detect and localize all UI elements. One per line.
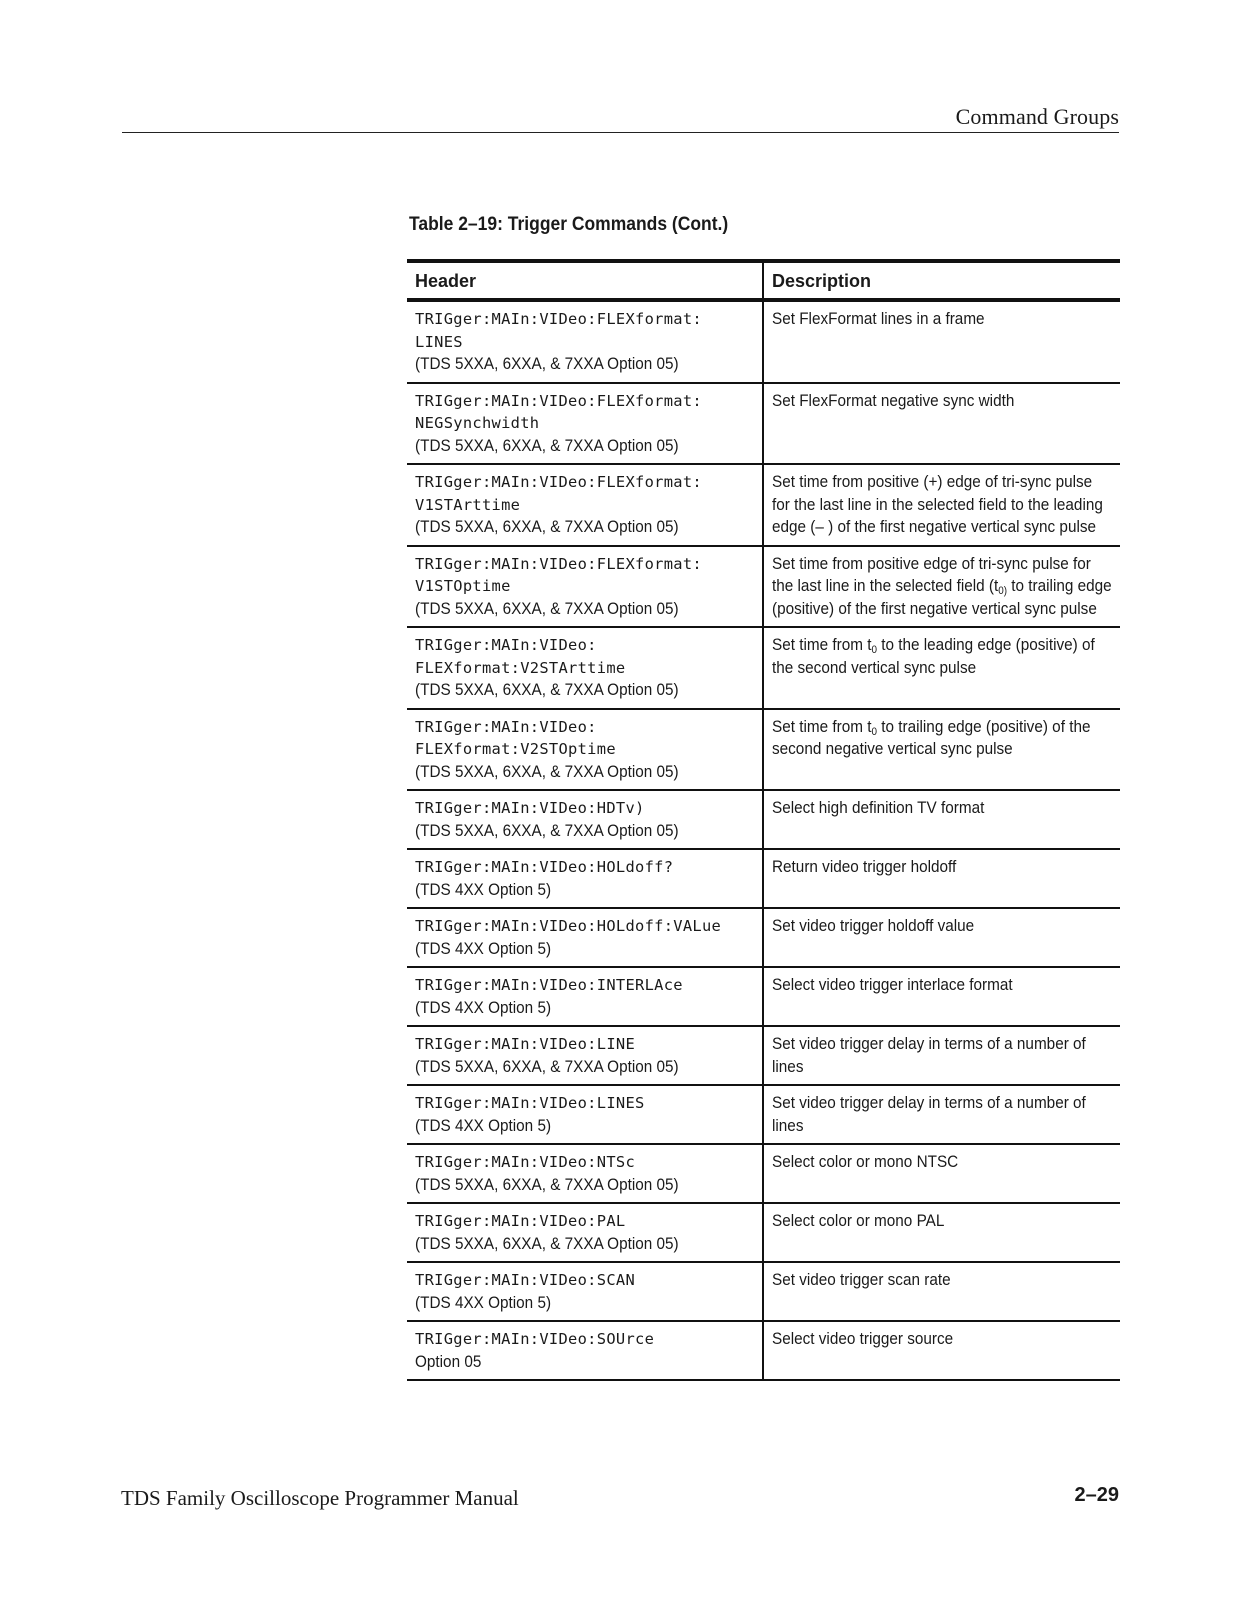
table-row — [407, 627, 1120, 709]
description-cell — [763, 1203, 1120, 1262]
header-cell — [407, 908, 763, 967]
command-applicability: (TDS 5XXA, 6XXA, & 7XXA Option 05) — [415, 1233, 679, 1253]
column-header-description: Description — [763, 261, 1120, 300]
command-name: TRIGger:MAIn:VIDeo:LINES — [415, 1094, 645, 1112]
command-applicability: (TDS 5XXA, 6XXA, & 7XXA Option 05) — [415, 820, 679, 840]
table-row — [407, 464, 1120, 546]
header-cell — [407, 1144, 763, 1203]
command-applicability: (TDS 4XX Option 5) — [415, 879, 552, 899]
description-cell — [763, 967, 1120, 1026]
command-name: TRIGger:MAIn:VIDeo:HOLdoff? — [415, 858, 674, 876]
header-cell — [407, 967, 763, 1026]
table-row — [407, 790, 1120, 849]
description-cell — [763, 908, 1120, 967]
command-applicability: (TDS 4XX Option 5) — [415, 997, 552, 1017]
command-description: Set FlexFormat lines in a frame — [772, 309, 985, 328]
table-header-row — [407, 261, 1120, 300]
table-row — [407, 1144, 1120, 1203]
command-applicability: (TDS 5XXA, 6XXA, & 7XXA Option 05) — [415, 517, 679, 536]
command-name: TRIGger:MAIn:VIDeo: FLEXformat:V2STArttime — [415, 636, 626, 677]
command-name: TRIGger:MAIn:VIDeo:INTERLAce — [415, 976, 683, 994]
command-description: Select color or mono PAL — [772, 1211, 945, 1230]
description-cell — [763, 383, 1120, 465]
header-cell — [407, 790, 763, 849]
description-cell — [763, 1144, 1120, 1203]
table-row — [407, 300, 1120, 383]
command-description: Set video trigger scan rate — [772, 1270, 951, 1289]
command-description — [772, 634, 1113, 679]
description-cell — [763, 1262, 1120, 1321]
command-description: Select video trigger source — [772, 1329, 954, 1348]
command-description: Select color or mono NTSC — [772, 1152, 959, 1171]
table-row — [407, 908, 1120, 967]
table-row — [407, 1262, 1120, 1321]
description-cell — [763, 1026, 1120, 1085]
description-text: to trailing edge (positive) of the second negative vertical sync pulse — [772, 716, 1091, 758]
description-text: Set time from t — [772, 635, 872, 654]
description-text: to the leading edge (positive) of the second vertical sync pulse — [772, 635, 1095, 677]
description-text: to trailing edge (positive) of the first negative vertical sync pulse — [772, 576, 1112, 618]
subscript: 0 — [871, 644, 877, 656]
command-applicability: (TDS 5XXA, 6XXA, & 7XXA Option 05) — [415, 680, 679, 699]
page-number: 2–29 — [1074, 1484, 1119, 1506]
description-cell — [763, 627, 1120, 709]
header-cell — [407, 1203, 763, 1262]
table-row — [407, 1321, 1120, 1380]
command-applicability: (TDS 5XXA, 6XXA, & 7XXA Option 05) — [415, 598, 679, 618]
header-cell — [407, 300, 763, 383]
table-row — [407, 1026, 1120, 1085]
header-cell — [407, 546, 763, 628]
command-description — [772, 716, 1113, 761]
header-cell — [407, 464, 763, 546]
description-cell — [763, 546, 1120, 628]
command-description: Set video trigger delay in terms of a number of lines — [772, 1034, 1086, 1076]
command-description: Set video trigger holdoff value — [772, 916, 975, 935]
description-cell — [763, 790, 1120, 849]
command-name: TRIGger:MAIn:VIDeo:HOLdoff:VALue — [415, 917, 722, 935]
command-applicability: (TDS 4XX Option 5) — [415, 938, 552, 958]
header-cell — [407, 383, 763, 465]
command-description — [772, 553, 1113, 621]
header-cell — [407, 627, 763, 709]
command-name: TRIGger:MAIn:VIDeo:SOUrce — [415, 1330, 655, 1348]
table-row — [407, 1203, 1120, 1262]
command-name: TRIGger:MAIn:VIDeo:PAL — [415, 1212, 626, 1230]
running-head: Command Groups — [955, 104, 1119, 129]
command-name: TRIGger:MAIn:VIDeo:LINE — [415, 1035, 636, 1053]
command-name: TRIGger:MAIn:VIDeo:FLEXformat: NEGSynchwidth — [415, 391, 702, 432]
header-cell — [407, 849, 763, 908]
command-description: Set video trigger delay in terms of a number of lines — [772, 1093, 1086, 1135]
command-name: TRIGger:MAIn:VIDeo:SCAN — [415, 1271, 636, 1289]
command-name: TRIGger:MAIn:VIDeo:FLEXformat: V1STOptime — [415, 554, 702, 595]
command-name: TRIGger:MAIn:VIDeo: FLEXformat:V2STOptime — [415, 717, 616, 758]
command-applicability: (TDS 4XX Option 5) — [415, 1115, 552, 1135]
table-row — [407, 849, 1120, 908]
command-applicability: (TDS 5XXA, 6XXA, & 7XXA Option 05) — [415, 1174, 679, 1194]
table-caption: Table 2–19: Trigger Commands (Cont.) — [409, 214, 729, 235]
command-applicability: (TDS 5XXA, 6XXA, & 7XXA Option 05) — [415, 1056, 679, 1076]
command-description: Set time from positive (+) edge of tri-sync pulse for the last line in the selected field to the leading edge (– ) of the first negative vertical sync pulse — [772, 472, 1103, 536]
command-name: TRIGger:MAIn:VIDeo:NTSc — [415, 1153, 636, 1171]
column-header-header: Header — [407, 261, 763, 300]
command-applicability: (TDS 5XXA, 6XXA, & 7XXA Option 05) — [415, 354, 679, 373]
table-row — [407, 967, 1120, 1026]
command-description: Select high definition TV format — [772, 798, 985, 817]
header-cell — [407, 709, 763, 791]
header-rule — [122, 132, 1119, 133]
command-applicability: (TDS 4XX Option 5) — [415, 1292, 552, 1312]
header-cell — [407, 1026, 763, 1085]
description-cell — [763, 1321, 1120, 1380]
subscript: 0 — [871, 725, 877, 738]
command-description: Set FlexFormat negative sync width — [772, 390, 1015, 410]
description-cell — [763, 849, 1120, 908]
command-name: TRIGger:MAIn:VIDeo:FLEXformat: LINES — [415, 310, 702, 351]
subscript: 0) — [998, 585, 1008, 597]
description-cell — [763, 464, 1120, 546]
description-cell — [763, 709, 1120, 791]
command-applicability: Option 05 — [415, 1351, 482, 1371]
description-text: Set time from t — [772, 716, 872, 736]
command-applicability: (TDS 5XXA, 6XXA, & 7XXA Option 05) — [415, 761, 679, 781]
command-description: Return video trigger holdoff — [772, 857, 957, 876]
command-name: TRIGger:MAIn:VIDeo:HDTv) — [415, 799, 645, 817]
description-cell — [763, 1085, 1120, 1144]
table-row — [407, 709, 1120, 791]
footer-manual-title: TDS Family Oscilloscope Programmer Manual — [121, 1486, 519, 1510]
table-row — [407, 546, 1120, 628]
command-applicability: (TDS 5XXA, 6XXA, & 7XXA Option 05) — [415, 435, 679, 455]
header-cell — [407, 1085, 763, 1144]
description-text: Set time from positive edge of tri-sync pulse for the last line in the selected field (t — [772, 553, 1091, 595]
command-description: Select video trigger interlace format — [772, 975, 1013, 994]
header-cell — [407, 1262, 763, 1321]
command-name: TRIGger:MAIn:VIDeo:FLEXformat: V1STArttime — [415, 473, 702, 514]
header-cell — [407, 1321, 763, 1380]
description-cell — [763, 300, 1120, 383]
trigger-commands-table — [407, 259, 1120, 1381]
table-row — [407, 1085, 1120, 1144]
table-row — [407, 383, 1120, 465]
